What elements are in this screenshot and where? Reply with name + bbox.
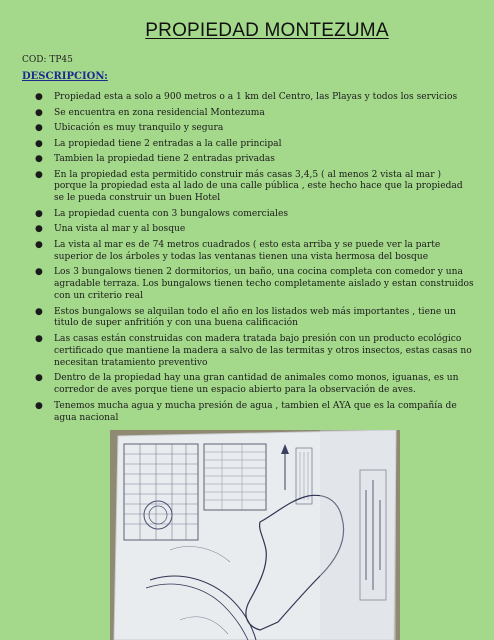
- bullet-icon: ●: [35, 107, 43, 118]
- bullet-icon: ●: [35, 239, 43, 250]
- list-item: ● Los 3 bungalows tienen 2 dormitorios, un baño, una cocina completa con comedor y una agradable terraza. Los bungalows tienen techo completamente aislado y estan construidos con un criterio real: [35, 267, 474, 302]
- page-title: PROPIEDAD MONTEZUMA: [145, 20, 389, 41]
- bullet-icon: ●: [35, 208, 43, 219]
- list-item: ● La propiedad cuenta con 3 bungalows comerciales: [35, 208, 289, 219]
- list-item: ● Estos bungalows se alquilan todo el año en los listados web más importantes , tiene un titulo de super anfritión y con una buena calificación: [35, 306, 456, 329]
- list-item: ● Las casas están construidas con madera tratada bajo presión con un producto ecológico certificado que mantiene la madera a salvo de las termitas y otros insectos, estas casas no necesitan tratamiento preventivo: [35, 333, 472, 368]
- list-item: ● Ubicación es muy tranquilo y segura: [35, 123, 224, 133]
- list-item: ● Una vista al mar y al bosque: [35, 224, 186, 235]
- bullet-icon: ●: [35, 400, 43, 411]
- bullet-icon: ●: [35, 154, 43, 164]
- bullet-icon: ●: [35, 373, 43, 384]
- survey-plan-photo: [110, 430, 400, 640]
- bullet-icon: ●: [35, 224, 43, 235]
- list-item: ● Propiedad esta a solo a 900 metros o a 1 km del Centro, las Playas y todos los servicios: [35, 92, 458, 102]
- bullet-icon: ●: [35, 92, 43, 102]
- property-code: COD: TP45: [22, 55, 73, 65]
- bullet-icon: ●: [35, 123, 43, 133]
- section-heading: DESCRIPCION:: [22, 71, 108, 82]
- list-item: ● La propiedad tiene 2 entradas a la calle principal: [35, 138, 282, 149]
- list-item: ● La vista al mar es de 74 metros cuadrados ( esto esta arriba y se puede ver la parte superior de los árboles y todas las ventanas tienen una vista hermosa del bosque: [35, 239, 441, 262]
- list-item: ● En la propiedad esta permitido construir más casas 3,4,5 ( al menos 2 vista al mar ) porque la propiedad esta al lado de una calle pública , este hecho hace que la propiedad se le pueda construir un buen Hotel: [35, 169, 463, 204]
- bullet-icon: ●: [35, 333, 43, 344]
- survey-plan-drawing: [110, 430, 400, 640]
- list-item: ● Tambien la propiedad tiene 2 entradas privadas: [35, 154, 275, 164]
- list-item: ● Dentro de la propiedad hay una gran cantidad de animales como monos, iguanas, es un corredor de aves porque tiene un espacio abierto para la observación de aves.: [35, 373, 459, 396]
- list-item: ● Tenemos mucha agua y mucha presión de agua , tambien el AYA que es la compañía de agua nacional: [35, 400, 457, 423]
- list-item: ● Se encuentra en zona residencial Montezuma: [35, 107, 265, 118]
- description-list: [34, 92, 474, 428]
- bullet-icon: ●: [35, 138, 43, 149]
- bullet-icon: ●: [35, 306, 43, 317]
- bullet-icon: ●: [35, 267, 43, 278]
- bullet-icon: ●: [35, 169, 43, 180]
